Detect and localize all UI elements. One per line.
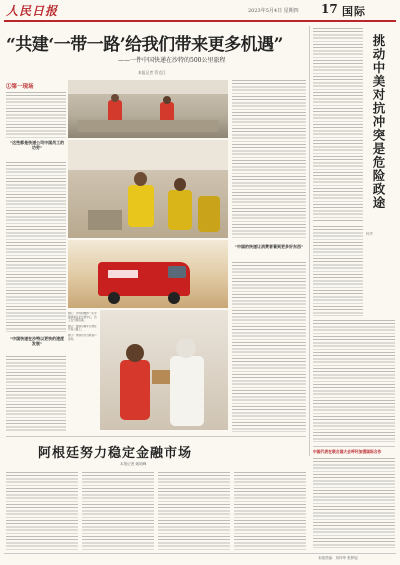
main-subheadline: ——一件中国快递在沙特的500公里旅程	[118, 57, 226, 64]
lower-column-4	[234, 472, 306, 550]
photo-caption-3: 图③：快递员为当地客户送件。	[68, 333, 97, 341]
right-lower-text	[313, 458, 395, 548]
photo-workers	[68, 140, 228, 238]
right-lower-rule	[313, 446, 395, 447]
pull-quote-1: “这些都是快递公司中国员工的功劳”	[9, 140, 65, 150]
footer-rule	[4, 553, 396, 554]
article-column-2	[232, 80, 306, 240]
main-byline: 本报记者 管克江	[138, 70, 166, 75]
column-divider	[309, 26, 310, 456]
date-line: 2023年5月4日 星期四	[248, 8, 299, 14]
photo-caption-2: 图②：快递运输车行驶在沙漠公路上。	[68, 324, 97, 332]
main-headline: “共建‘一带一路’给我们带来更多机遇”	[6, 35, 283, 55]
article-column-1	[6, 92, 66, 138]
footer-editor-line: 本版责编：刘仲华 张梦旭	[318, 556, 358, 560]
article-column-2b	[232, 262, 306, 432]
subhead-1: ①第一现场	[6, 84, 34, 90]
commentary-text-continued	[313, 320, 395, 442]
photo-warehouse	[68, 80, 228, 138]
pull-quote-2: “中国快递在沙特以更快的速度发展”	[9, 336, 65, 346]
lower-byline: 本报记者 姚明峰	[120, 462, 147, 466]
photo-delivery-van	[68, 240, 228, 308]
article-column-1c	[6, 356, 66, 431]
lower-column-1	[6, 472, 78, 550]
commentary-author: 钟声	[366, 232, 373, 236]
commentary-vertical-title: 挑动中美对抗冲突是危险政途	[371, 34, 386, 210]
commentary-text-bottom	[313, 226, 363, 316]
section-name: 国际	[342, 5, 366, 18]
article-column-1b	[6, 162, 66, 332]
photo-courier-customer	[100, 310, 228, 430]
masthead-rule	[4, 20, 396, 22]
pull-quote-3: “中国的快递让消费者看到更多好东西”	[234, 244, 304, 249]
commentary-text-top	[313, 28, 363, 223]
newspaper-logo: 人民日报	[6, 4, 59, 18]
lower-divider	[6, 436, 306, 437]
lower-column-3	[158, 472, 230, 550]
lower-column-2	[82, 472, 154, 550]
lower-headline: 阿根廷努力稳定金融市场	[38, 446, 193, 461]
photo-caption-block	[68, 312, 98, 430]
masthead	[4, 2, 396, 20]
right-lower-headline: 中国代表在联合国大会呼吁加强国际合作	[313, 449, 382, 454]
photo-caption-1: 图①：沙特利雅得一家中国快递企业分拨中心，员工在分拣包裹。	[68, 312, 97, 323]
page-number: 17	[321, 2, 338, 16]
